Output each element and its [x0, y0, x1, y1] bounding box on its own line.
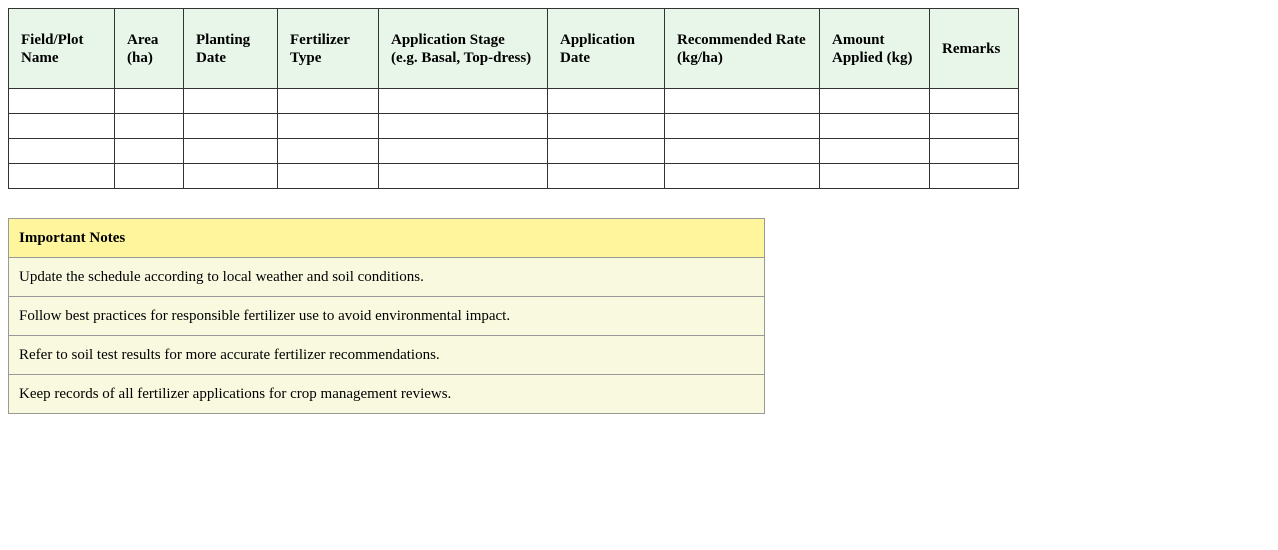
table-cell[interactable]: [930, 139, 1019, 164]
fertilizer-schedule-table: [8, 8, 1019, 189]
table-cell[interactable]: [184, 89, 278, 114]
notes-title-row: [9, 219, 765, 258]
table-cell[interactable]: [379, 139, 548, 164]
table-cell[interactable]: [548, 114, 665, 139]
important-notes-table: [8, 218, 765, 414]
note-text: Update the schedule according to local weather and soil conditions.: [9, 258, 765, 297]
table-cell[interactable]: [9, 139, 115, 164]
list-item: [9, 336, 765, 375]
table-cell[interactable]: [820, 164, 930, 189]
table-cell[interactable]: [379, 114, 548, 139]
table-cell[interactable]: [278, 164, 379, 189]
table-cell[interactable]: [115, 139, 184, 164]
header-recommended-rate: Recommended Rate (kg/ha): [665, 9, 820, 89]
table-cell[interactable]: [930, 89, 1019, 114]
notes-title: Important Notes: [9, 219, 765, 258]
table-cell[interactable]: [379, 89, 548, 114]
table-row: [9, 89, 1019, 114]
table-row: [9, 139, 1019, 164]
header-application-stage: Application Stage (e.g. Basal, Top-dress): [379, 9, 548, 89]
table-cell[interactable]: [820, 114, 930, 139]
table-cell[interactable]: [184, 139, 278, 164]
table-cell[interactable]: [278, 114, 379, 139]
table-cell[interactable]: [184, 164, 278, 189]
header-remarks: Remarks: [930, 9, 1019, 89]
table-cell[interactable]: [820, 89, 930, 114]
table-cell[interactable]: [820, 139, 930, 164]
table-cell[interactable]: [278, 89, 379, 114]
note-text: Keep records of all fertilizer applications for crop management reviews.: [9, 375, 765, 414]
table-cell[interactable]: [115, 89, 184, 114]
table-cell[interactable]: [665, 164, 820, 189]
table-cell[interactable]: [665, 114, 820, 139]
table-row: [9, 114, 1019, 139]
table-cell[interactable]: [930, 164, 1019, 189]
list-item: [9, 297, 765, 336]
table-cell[interactable]: [9, 164, 115, 189]
header-row: [9, 9, 1019, 89]
table-cell[interactable]: [548, 164, 665, 189]
table-cell[interactable]: [278, 139, 379, 164]
table-cell[interactable]: [184, 114, 278, 139]
header-field-plot-name: Field/Plot Name: [9, 9, 115, 89]
list-item: [9, 375, 765, 414]
table-cell[interactable]: [665, 139, 820, 164]
table-cell[interactable]: [665, 89, 820, 114]
header-area: Area (ha): [115, 9, 184, 89]
table-row: [9, 164, 1019, 189]
list-item: [9, 258, 765, 297]
header-fertilizer-type: Fertilizer Type: [278, 9, 379, 89]
table-cell[interactable]: [9, 89, 115, 114]
table-cell[interactable]: [379, 164, 548, 189]
header-application-date: Application Date: [548, 9, 665, 89]
note-text: Follow best practices for responsible fertilizer use to avoid environmental impact.: [9, 297, 765, 336]
header-planting-date: Planting Date: [184, 9, 278, 89]
table-cell[interactable]: [115, 114, 184, 139]
table-cell[interactable]: [115, 164, 184, 189]
table-cell[interactable]: [548, 89, 665, 114]
note-text: Refer to soil test results for more accurate fertilizer recommendations.: [9, 336, 765, 375]
header-amount-applied: Amount Applied (kg): [820, 9, 930, 89]
table-cell[interactable]: [548, 139, 665, 164]
table-cell[interactable]: [930, 114, 1019, 139]
table-cell[interactable]: [9, 114, 115, 139]
